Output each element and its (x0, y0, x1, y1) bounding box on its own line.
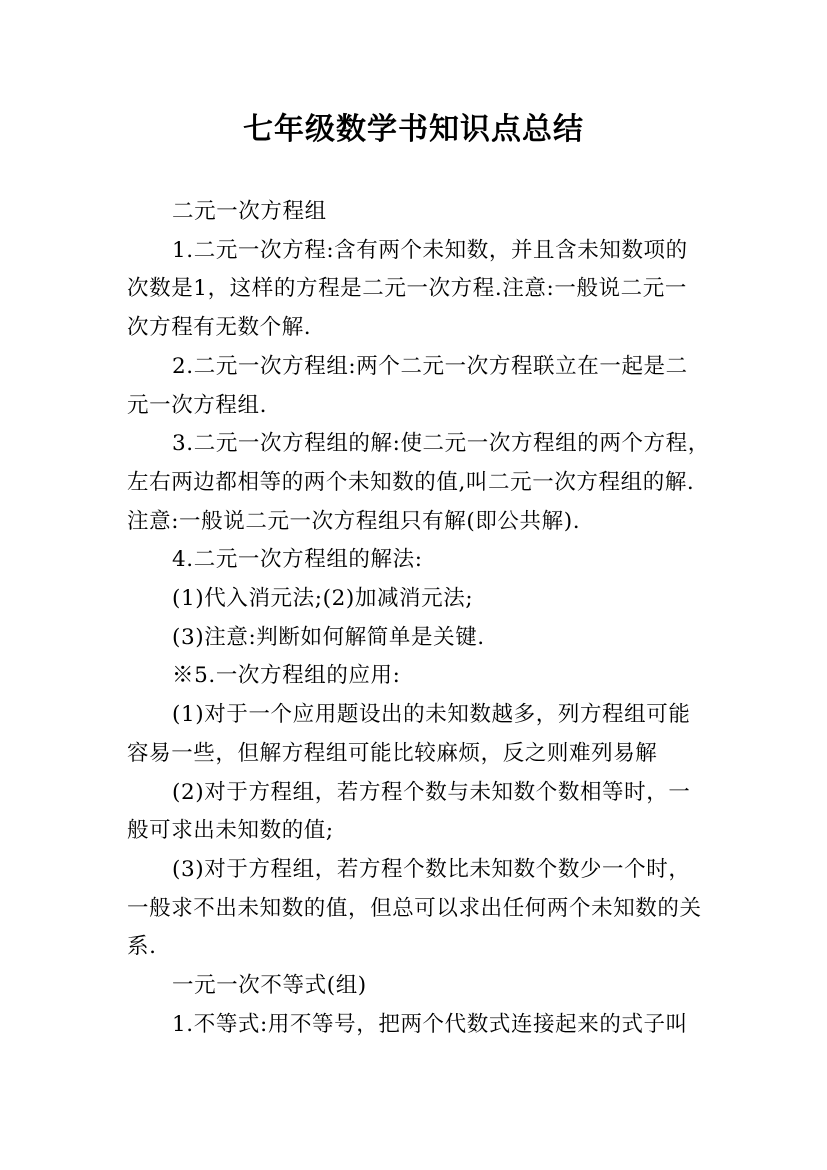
text-line: 次方程有无数个解. (127, 315, 312, 341)
text-line: 系. (127, 934, 157, 960)
text-line: ※5.一次方程组的应用: (172, 663, 401, 689)
text-line: 1.不等式:用不等号，把两个代数式连接起来的式子叫 (172, 1011, 688, 1037)
text-line: (3)对于方程组，若方程个数比未知数个数少一个时， (172, 856, 691, 882)
text-line: (3)注意:判断如何解简单是关键. (172, 624, 485, 650)
text-line: (1)对于一个应用题设出的未知数越多，列方程组可能 (172, 702, 691, 728)
text-line: 1.二元一次方程:含有两个未知数，并且含未知数项的 (172, 237, 688, 263)
text-line: (2)对于方程组，若方程个数与未知数个数相等时，一 (172, 779, 691, 805)
text-line: 3.二元一次方程组的解:使二元一次方程组的两个方程， (172, 431, 710, 457)
text-line: 容易一些，但解方程组可能比较麻烦，反之则难列易解 (127, 740, 658, 766)
text-line: 二元一次方程组 (172, 199, 327, 224)
text-line: 一元一次不等式(组) (172, 973, 367, 998)
text-line: 元一次方程组. (127, 392, 268, 418)
text-line: 次数是1，这样的方程是二元一次方程.注意:一般说二元一 (127, 276, 687, 302)
text-line: 注意:一般说二元一次方程组只有解(即公共解). (127, 508, 581, 534)
document-title: 七年级数学书知识点总结 (243, 112, 584, 147)
text-line: 一般求不出未知数的值，但总可以求出任何两个未知数的关 (127, 895, 702, 921)
text-line: (1)代入消元法;(2)加减消元法; (172, 586, 474, 611)
text-line: 2.二元一次方程组:两个二元一次方程联立在一起是二 (172, 353, 688, 379)
text-line: 4.二元一次方程组的解法: (172, 547, 423, 573)
text-line: 左右两边都相等的两个未知数的值,叫二元一次方程组的解. (127, 469, 695, 495)
text-line: 般可求出未知数的值; (127, 818, 334, 844)
